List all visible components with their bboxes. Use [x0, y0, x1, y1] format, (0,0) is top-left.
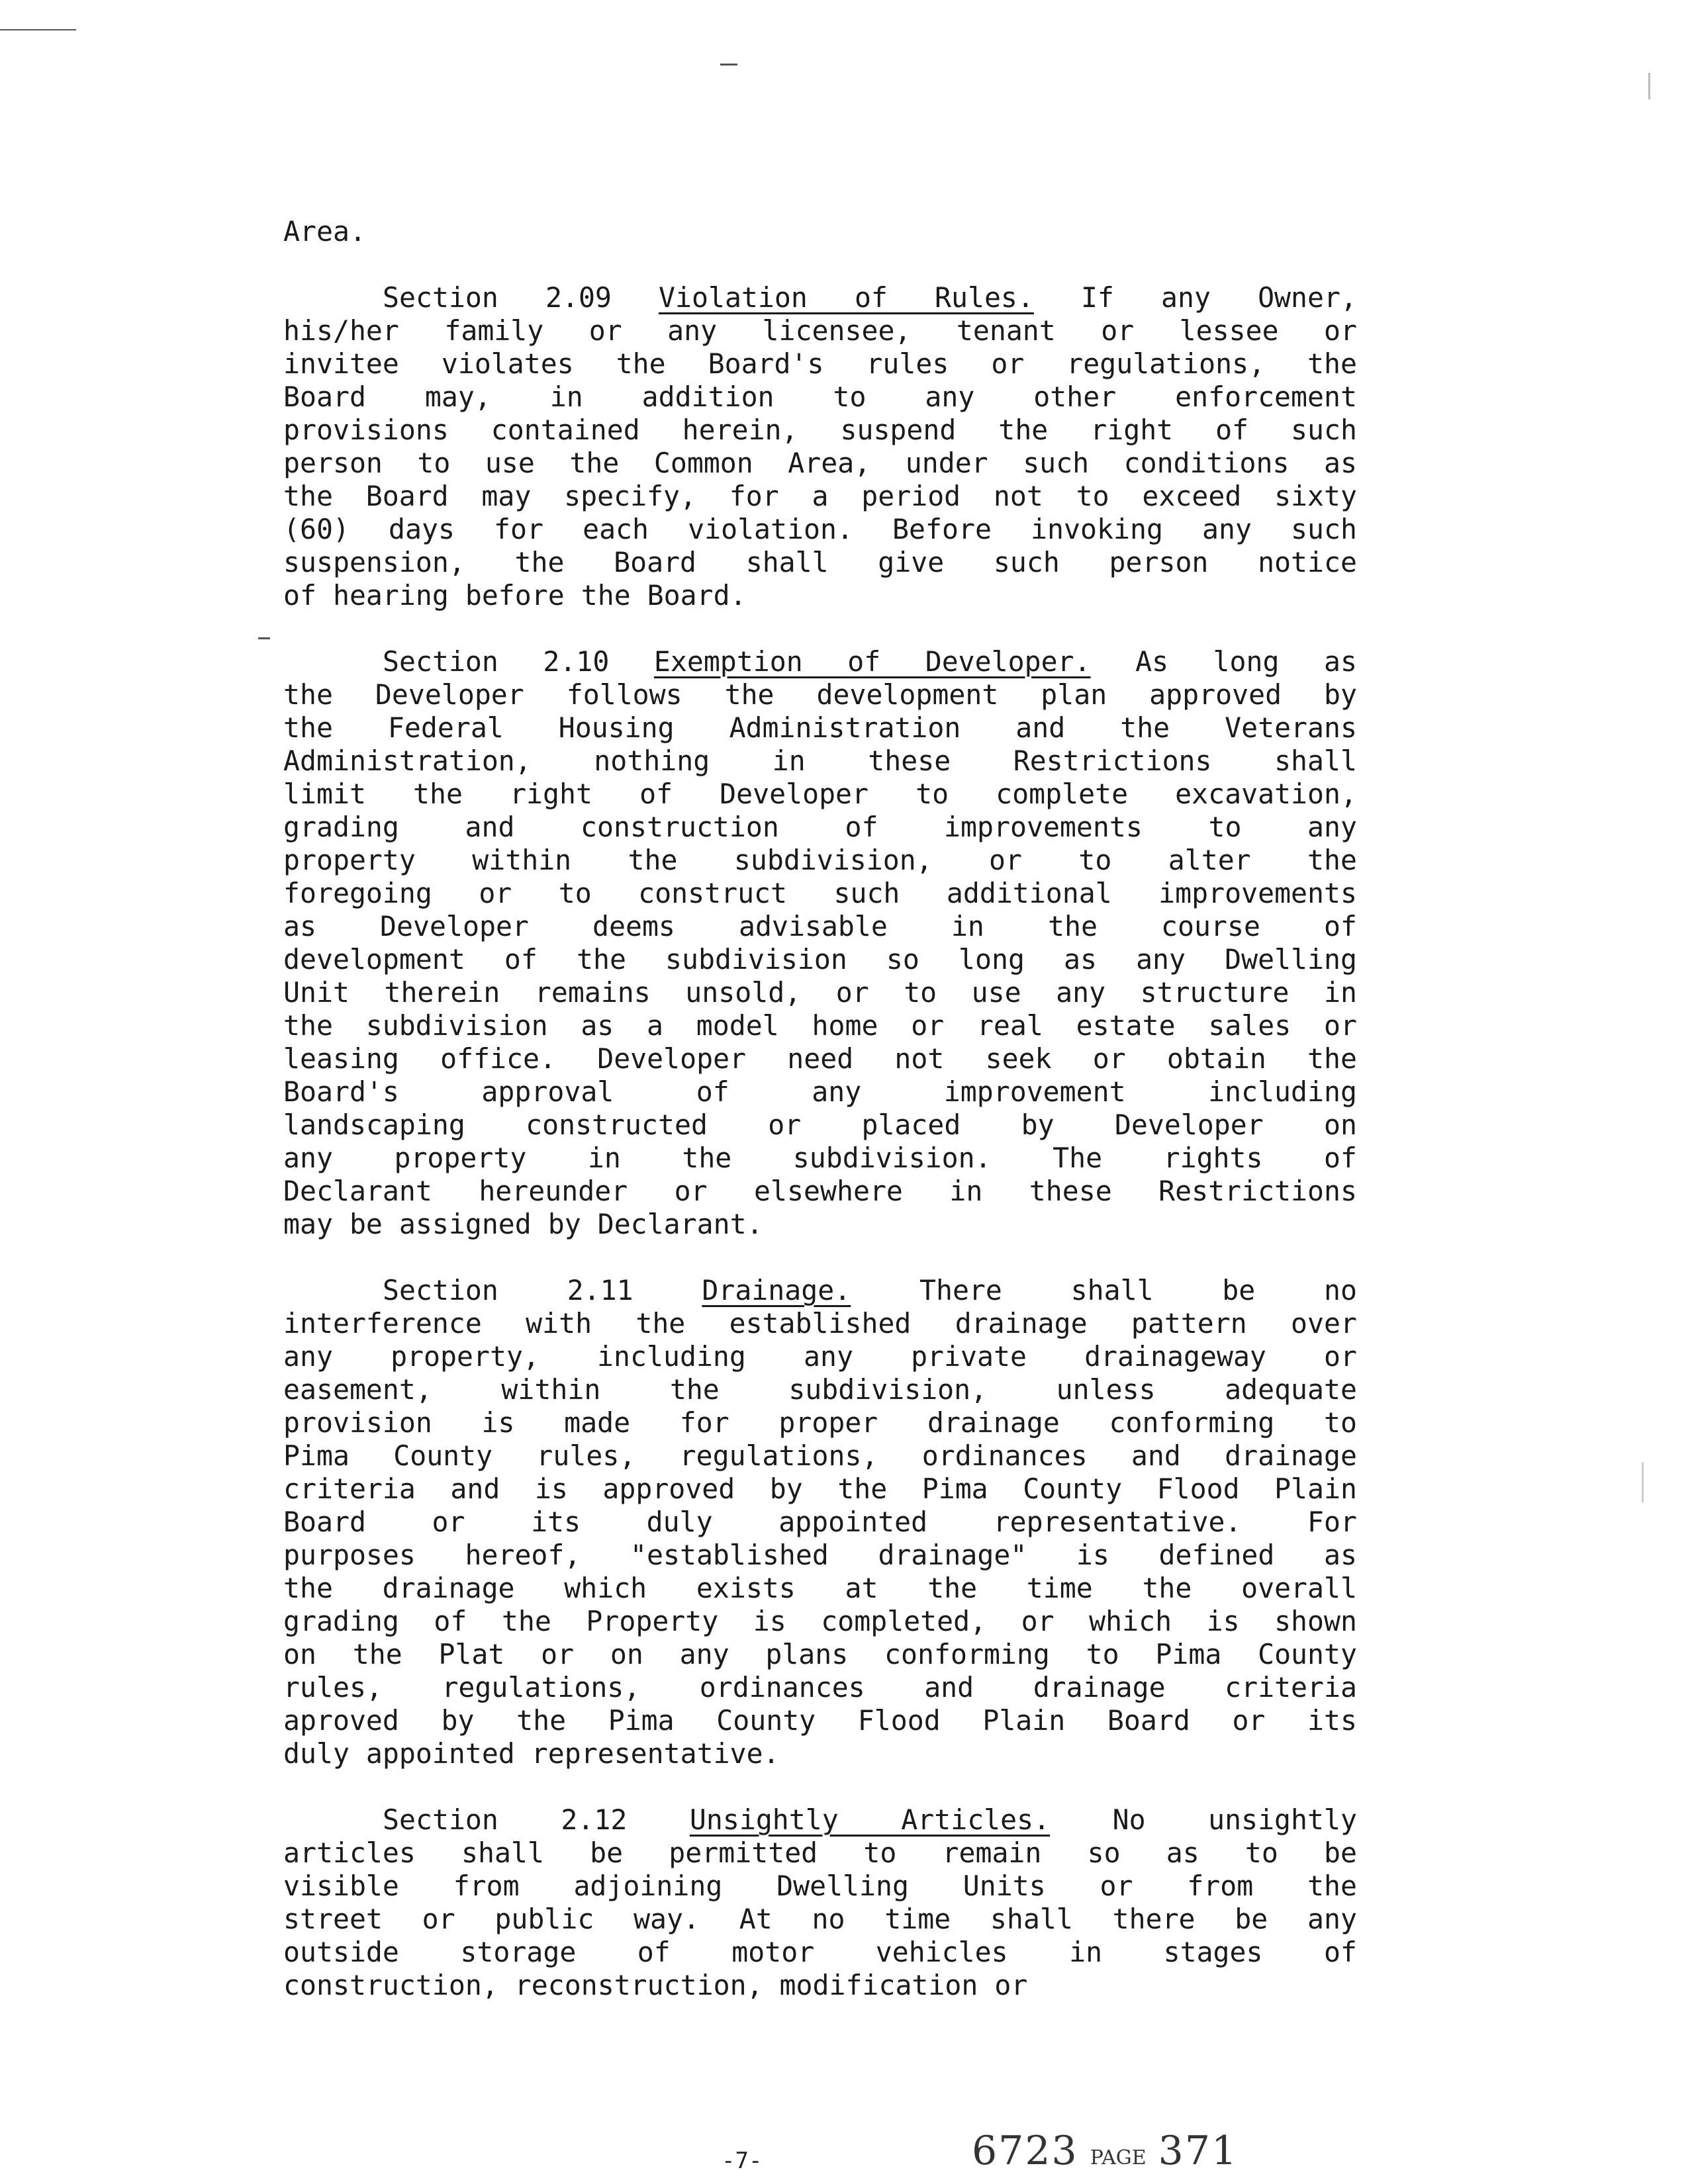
text-line: Pima County rules, regulations, ordinances and drainage [283, 1439, 1357, 1472]
section-number: Section 2.11 [383, 1274, 633, 1306]
section-heading: Drainage. [702, 1274, 851, 1306]
section-heading: Unsightly Articles. [689, 1803, 1051, 1836]
text-line: duly appointed representative. [283, 1737, 780, 1770]
section-first-line-rest: There shall be no [919, 1274, 1357, 1306]
scan-artifact [258, 637, 270, 639]
scan-artifact [720, 64, 737, 66]
text-line: suspension, the Board shall give such person notice [283, 546, 1357, 578]
text-line: rules, regulations, ordinances and drainage criteria [283, 1671, 1357, 1704]
text-line: on the Plat or on any plans conforming to Pima County [283, 1638, 1357, 1670]
section-number: Section 2.12 [383, 1803, 628, 1836]
text-line: any property, including any private drainageway or [283, 1340, 1357, 1373]
section-paragraph [283, 281, 1357, 612]
text-line: the Developer follows the development plan approved by [283, 678, 1357, 711]
text-line: the drainage which exists at the time the overall [283, 1572, 1357, 1604]
section-first-line [283, 1803, 1357, 1837]
section-first-line [283, 1274, 1357, 1307]
text-line: person to use the Common Area, under such conditions as [283, 447, 1357, 479]
text-line: the Federal Housing Administration and the Veterans [283, 711, 1357, 744]
text-line: Board's approval of any improvement including [283, 1075, 1357, 1108]
docket-page-ref: 371 [1158, 2128, 1239, 2174]
section-heading: Exemption of Developer. [653, 645, 1091, 678]
text-line: property within the subdivision, or to alter the [283, 844, 1357, 876]
text-line: (60) days for each violation. Before invoking any such [283, 513, 1357, 545]
text-line: outside storage of motor vehicles in stages of [283, 1936, 1357, 1968]
text-line: Board or its duly appointed representative. For [283, 1506, 1357, 1538]
text-line: provisions contained herein, suspend the right of such [283, 414, 1357, 446]
text-line: grading and construction of improvements to any [283, 811, 1357, 843]
text-line: purposes hereof, "established drainage" is defined as [283, 1539, 1357, 1571]
text-line: limit the right of Developer to complete excavation, [283, 778, 1357, 810]
text-line: landscaping constructed or placed by Developer on [283, 1109, 1357, 1141]
text-line: articles shall be permitted to remain so as to be [283, 1837, 1357, 1869]
lead-in-text: Area. [283, 215, 366, 248]
section-paragraph [283, 1803, 1357, 2002]
text-line: Declarant hereunder or elsewhere in these Restrictions [283, 1175, 1357, 1207]
text-line: visible from adjoining Dwelling Units or from the [283, 1870, 1357, 1902]
scan-artifact [1648, 73, 1650, 99]
text-line: grading of the Property is completed, or which is shown [283, 1605, 1357, 1637]
docket-stamp [972, 2128, 1238, 2174]
text-line: leasing office. Developer need not seek or obtain the [283, 1042, 1357, 1075]
section-first-line [283, 281, 1357, 314]
text-line: interference with the established drainage pattern over [283, 1307, 1357, 1340]
scan-artifact [1642, 1463, 1644, 1502]
text-line: provision is made for proper drainage conforming to [283, 1406, 1357, 1439]
text-line: development of the subdivision so long as any Dwelling [283, 943, 1357, 976]
text-line: as Developer deems advisable in the course of [283, 910, 1357, 942]
text-line: the subdivision as a model home or real estate sales or [283, 1009, 1357, 1042]
text-line: easement, within the subdivision, unless adequate [283, 1373, 1357, 1406]
text-line: the Board may specify, for a period not to exceed sixty [283, 480, 1357, 512]
text-line: construction, reconstruction, modification or [283, 1969, 1028, 2001]
section-paragraph [283, 645, 1357, 1241]
text-line: of hearing before the Board. [283, 579, 747, 612]
text-line: invitee violates the Board's rules or regulations, the [283, 347, 1357, 380]
scan-artifact [0, 29, 76, 30]
section-heading: Violation of Rules. [659, 281, 1034, 314]
docket-number: 6723 [972, 2128, 1078, 2174]
page-number: -7- [722, 2148, 763, 2174]
section-first-line-rest: No unsightly [1112, 1803, 1357, 1836]
section-number: Section 2.09 [383, 281, 612, 314]
section-first-line-rest: As long as [1135, 645, 1357, 678]
document-body [283, 215, 1357, 2035]
section-first-line-rest: If any Owner, [1080, 281, 1357, 314]
text-line: his/her family or any licensee, tenant or lessee or [283, 314, 1357, 347]
text-line: Administration, nothing in these Restrictions shall [283, 745, 1357, 777]
text-line: may be assigned by Declarant. [283, 1208, 763, 1240]
section-first-line [283, 645, 1357, 678]
text-line: Board may, in addition to any other enforcement [283, 381, 1357, 413]
text-line: any property in the subdivision. The rights of [283, 1142, 1357, 1174]
docket-label: PAGE [1090, 2146, 1147, 2169]
text-line: criteria and is approved by the Pima County Flood Plain [283, 1473, 1357, 1505]
section-number: Section 2.10 [383, 645, 610, 678]
section-paragraph [283, 1274, 1357, 1770]
text-line: foregoing or to construct such additional improvements [283, 877, 1357, 909]
text-line: street or public way. At no time shall there be any [283, 1903, 1357, 1935]
text-line: Unit therein remains unsold, or to use any structure in [283, 976, 1357, 1009]
text-line: aproved by the Pima County Flood Plain Board or its [283, 1704, 1357, 1737]
